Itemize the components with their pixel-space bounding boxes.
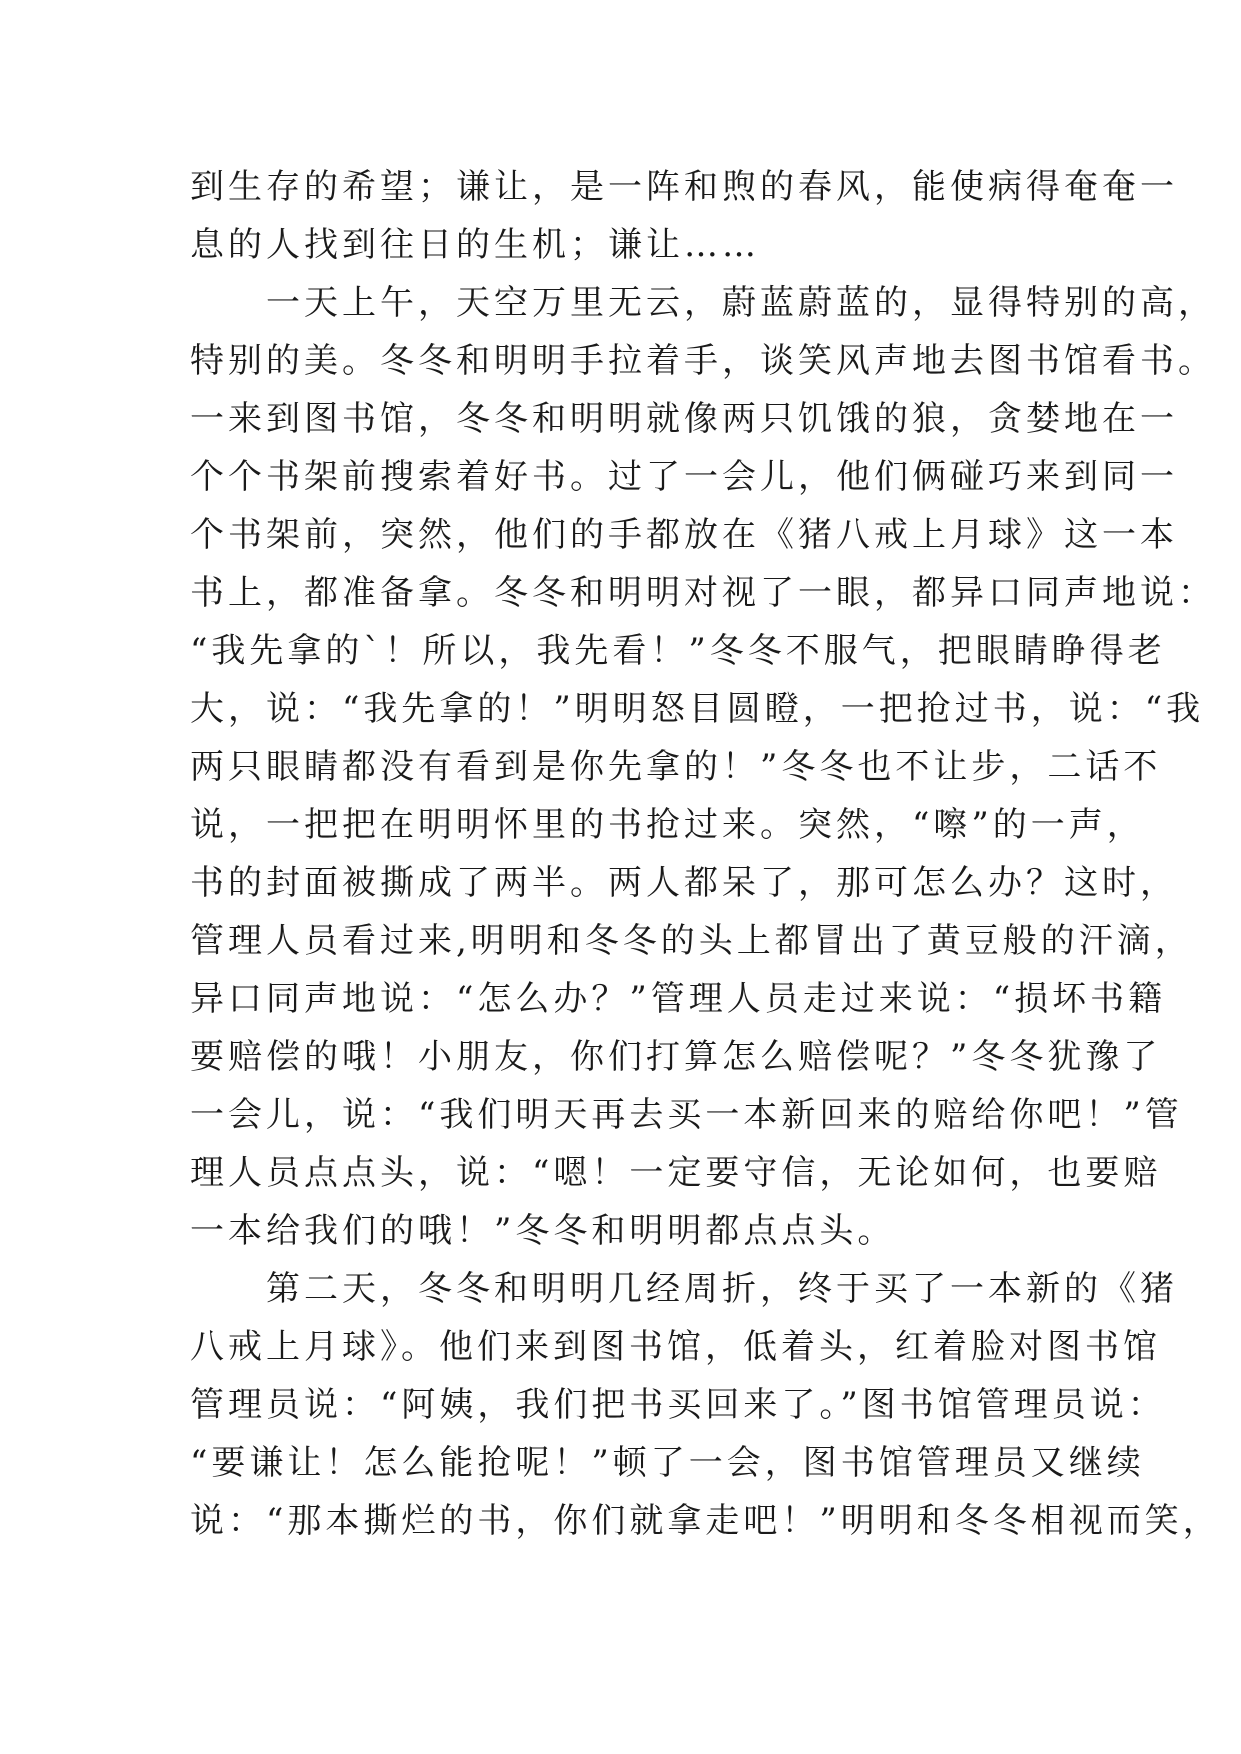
text-line: 理人员点点头，说：“嗯！一定要守信，无论如何，也要赔 [190, 1153, 1162, 1193]
text-line: 要赔偿的哦！小朋友，你们打算怎么赔偿呢？”冬冬犹豫了 [190, 1037, 1162, 1077]
text-line: 说：“那本撕烂的书，你们就拿走吧！”明明和冬冬相视而笑， [190, 1501, 1221, 1541]
text-line: “我先拿的`！所以，我先看！”冬冬不服气，把眼睛睁得老 [190, 631, 1166, 671]
text-line: 两只眼睛都没有看到是你先拿的！”冬冬也不让步，二话不 [190, 747, 1162, 787]
text-line: “要谦让！怎么能抢呢！”顿了一会，图书馆管理员又继续 [190, 1443, 1145, 1483]
text-line: 一会儿，说：“我们明天再去买一本新回来的赔给你吧！”管 [190, 1095, 1183, 1135]
text-line: 一天上午，天空万里无云，蔚蓝蔚蓝的，显得特别的高， [190, 283, 1216, 323]
text-line: 一本给我们的哦！”冬冬和明明都点点头。 [190, 1211, 896, 1251]
text-line: 到生存的希望；谦让，是一阵和煦的春风，能使病得奄奄一 [190, 167, 1178, 207]
text-line: 书上，都准备拿。冬冬和明明对视了一眼，都异口同声地说： [190, 573, 1216, 613]
text-line: 书的封面被撕成了两半。两人都呆了，那可怎么办？这时， [190, 863, 1178, 903]
text-line: 特别的美。冬冬和明明手拉着手，谈笑风声地去图书馆看书。 [190, 341, 1216, 381]
text-line: 大，说：“我先拿的！”明明怒目圆瞪，一把抢过书，说：“我 [190, 689, 1205, 729]
text-line: 个个书架前搜索着好书。过了一会儿，他们俩碰巧来到同一 [190, 457, 1178, 497]
text-line: 八戒上月球》。他们来到图书馆，低着头，红着脸对图书馆 [190, 1327, 1161, 1367]
text-line: 说，一把把在明明怀里的书抢过来。突然，“嚓”的一声， [190, 805, 1145, 845]
document-body [190, 158, 1221, 1550]
text-line: 息的人找到往日的生机；谦让…… [190, 225, 760, 265]
text-line: 异口同声地说：“怎么办？”管理人员走过来说：“损坏书籍 [190, 979, 1167, 1019]
text-line: 个书架前，突然，他们的手都放在《猪八戒上月球》这一本 [190, 515, 1178, 555]
text-line: 管理员说：“阿姨，我们把书买回来了。”图书馆管理员说： [190, 1385, 1166, 1425]
text-line: 一来到图书馆，冬冬和明明就像两只饥饿的狼，贪婪地在一 [190, 399, 1178, 439]
text-line: 第二天，冬冬和明明几经周折，终于买了一本新的《猪 [190, 1269, 1178, 1309]
text-line: 管理人员看过来,明明和冬冬的头上都冒出了黄豆般的汗滴， [190, 921, 1193, 961]
